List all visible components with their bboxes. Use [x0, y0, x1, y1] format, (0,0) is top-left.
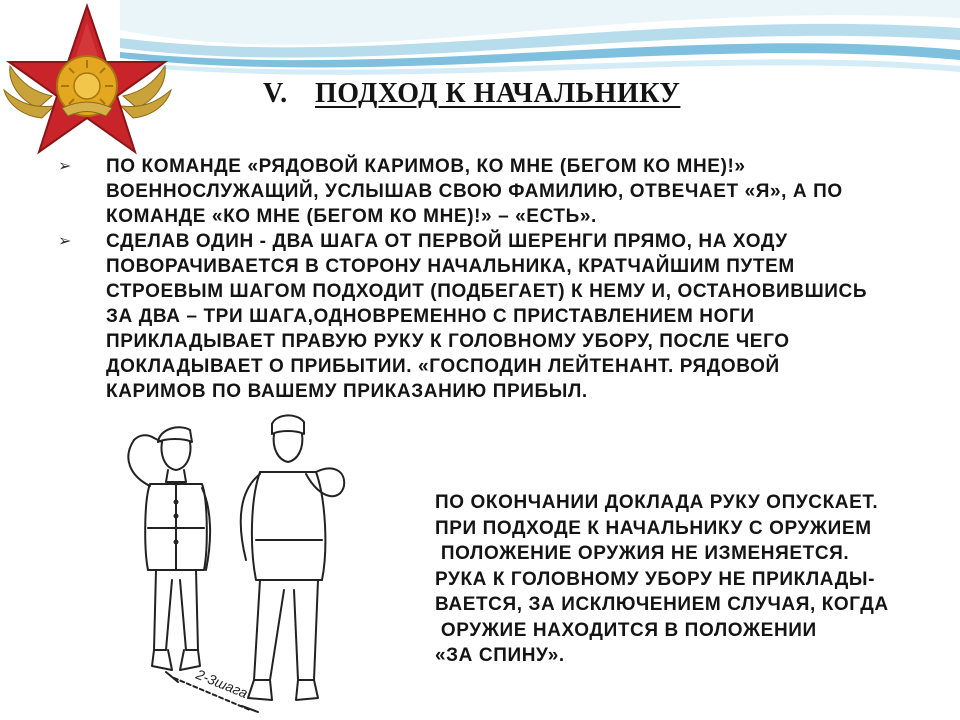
- instruction-list: [58, 154, 948, 404]
- bullet-text-line: ПОВОРАЧИВАЕТСЯ В СТОРОНУ НАЧАЛЬНИКА, КРАТЧАЙШИМ ПУТЕМ: [106, 256, 795, 277]
- list-item: [58, 154, 948, 229]
- bullet-text-line: ЗА ДВА – ТРИ ШАГА,ОДНОВРЕМЕННО С ПРИСТАВЛЕНИЕМ НОГИ: [106, 306, 755, 327]
- note-line: РУКА К ГОЛОВНОМУ УБОРУ НЕ ПРИКЛАДЫ-: [435, 568, 876, 590]
- bullet-text-line: СТРОЕВЫМ ШАГОМ ПОДХОДИТ (ПОДБЕГАЕТ) К НЕМУ И, ОСТАНОВИВШИСЬ: [106, 281, 868, 302]
- bullet-text-line: СДЕЛАВ ОДИН - ДВА ШАГА ОТ ПЕРВОЙ ШЕРЕНГИ ПРЯМО, НА ХОДУ: [106, 231, 788, 252]
- note-line: ВАЕТСЯ, ЗА ИСКЛЮЧЕНИЕМ СЛУЧАЯ, КОГДА: [435, 594, 889, 615]
- bullet-text-line: ВОЕННОСЛУЖАЩИЙ, УСЛЫШАВ СВОЮ ФАМИЛИЮ, ОТВЕЧАЕТ «Я», А ПО: [106, 181, 843, 202]
- chevron-right-icon: ➢: [58, 233, 72, 250]
- bullet-text-line: ПРИКЛАДЫВАЕТ ПРАВУЮ РУКУ К ГОЛОВНОМУ УБОРУ, ПОСЛЕ ЧЕГО: [106, 331, 790, 352]
- slide-heading: [263, 78, 680, 110]
- note-line: ПОЛОЖЕНИЕ ОРУЖИЯ НЕ ИЗМЕНЯЕТСЯ.: [435, 543, 850, 564]
- soldier-front-figure: [128, 427, 210, 670]
- note-line: ПО ОКОНЧАНИИ ДОКЛАДА РУКУ ОПУСКАЕТ.: [435, 492, 879, 513]
- soldiers-salute-illustration: [100, 410, 360, 720]
- page-title: ПОДХОД К НАЧАЛЬНИКУ: [315, 78, 681, 109]
- bullet-text-line: ПО КОМАНДЕ «РЯДОВОЙ КАРИМОВ, КО МНЕ (БЕГОМ КО МНЕ)!»: [106, 156, 746, 177]
- note-line: ПРИ ПОДХОДЕ К НАЧАЛЬНИКУ С ОРУЖИЕМ: [435, 517, 872, 539]
- section-number: V.: [263, 78, 288, 109]
- note-line: «ЗА СПИНУ».: [435, 645, 565, 666]
- chevron-right-icon: ➢: [58, 158, 72, 175]
- distance-label: 2-3шага: [193, 665, 251, 702]
- bullet-text-line: КОМАНДЕ «КО МНЕ (БЕГОМ КО МНЕ)!» – «ЕСТЬ».: [106, 206, 597, 227]
- list-item: [58, 229, 948, 404]
- note-line: ОРУЖИЕ НАХОДИТСЯ В ПОЛОЖЕНИИ: [435, 619, 817, 641]
- soldier-back-figure: [241, 415, 344, 700]
- bullet-text-line: ДОКЛАДЫВАЕТ О ПРИБЫТИИ. «ГОСПОДИН ЛЕЙТЕНАНТ. РЯДОВОЙ: [106, 356, 780, 377]
- star-emblem-icon: [0, 0, 175, 165]
- note-block: [435, 490, 955, 669]
- bullet-text-line: КАРИМОВ ПО ВАШЕМУ ПРИКАЗАНИЮ ПРИБЫЛ.: [106, 381, 588, 402]
